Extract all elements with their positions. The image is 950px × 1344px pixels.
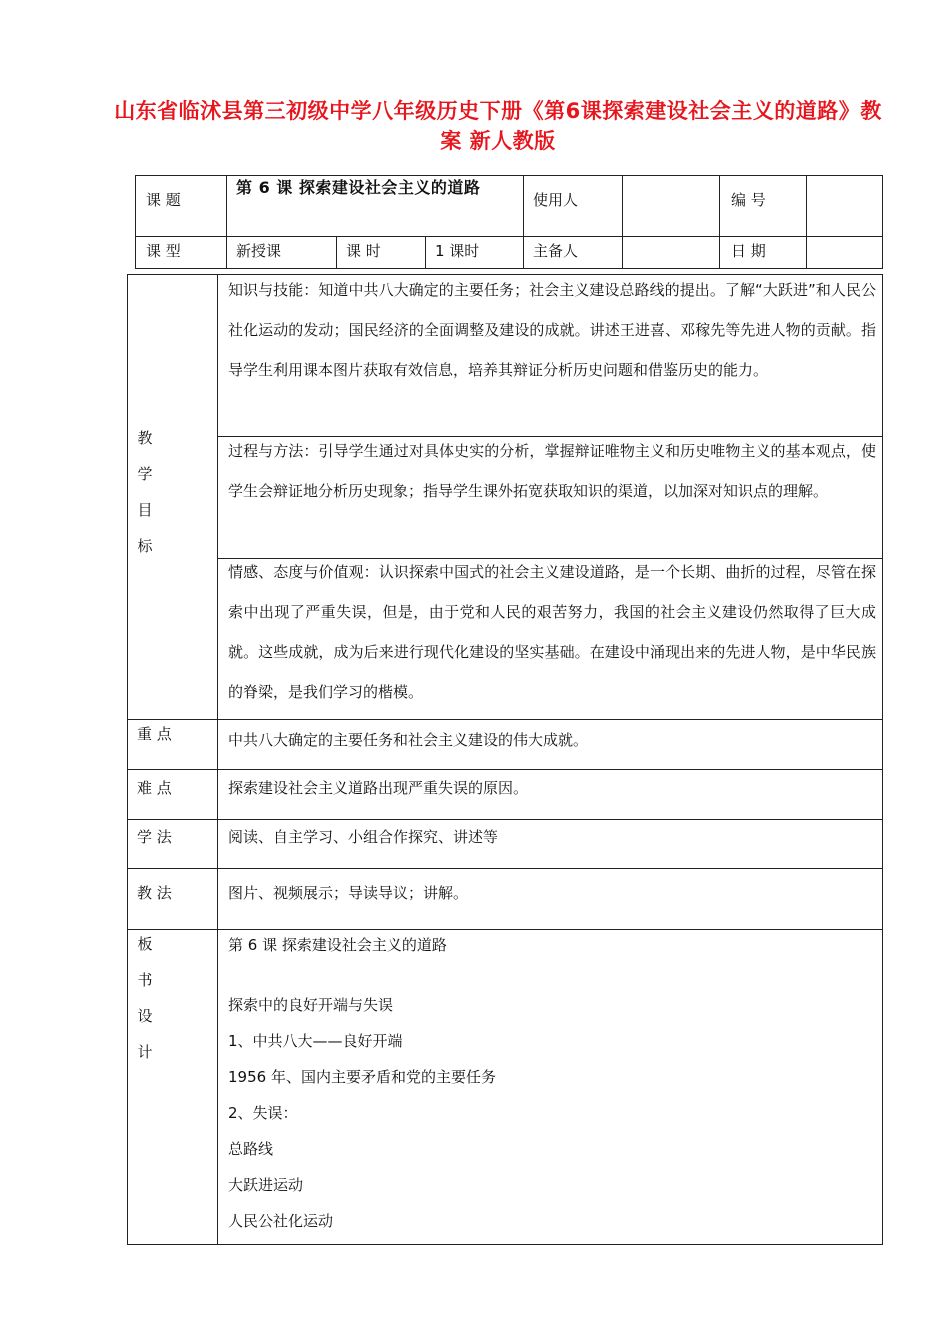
board-line: 1、中共八大——良好开端 (228, 1032, 403, 1050)
objectives-label-char: 目 (137, 501, 153, 519)
key-point-label: 重 点 (137, 725, 172, 743)
board-line: 2、失误： (228, 1104, 298, 1122)
learning-method-value: 阅读、自主学习、小组合作探究、讲述等 (228, 828, 499, 846)
objective-process: 过程与方法：引导学生通过对具体史实的分析，掌握辩证唯物主义和历史唯物主义的基本观点，使学生会辩证地分析历史现象；指导学生课外拓宽获取知识的渠道，以加深对知识点的理解。 (228, 442, 876, 500)
board-line: 探索中的良好开端与失误 (228, 996, 394, 1014)
board-line: 总路线 (228, 1140, 274, 1158)
teaching-method-label: 教 法 (137, 884, 172, 902)
difficulty-label: 难 点 (137, 779, 172, 797)
number-label: 编 号 (731, 191, 766, 209)
learning-method-label: 学 法 (137, 828, 172, 846)
objectives-label-char: 学 (137, 465, 153, 483)
hours-label: 课 时 (346, 242, 381, 260)
user-label: 使用人 (533, 191, 579, 209)
objectives-label-char: 教 (137, 429, 153, 447)
objectives-label-char: 标 (137, 537, 153, 555)
preparer-label: 主备人 (533, 242, 579, 260)
board-line: 大跃进运动 (228, 1176, 304, 1194)
board-line: 人民公社化运动 (228, 1212, 334, 1230)
difficulty-value: 探索建设社会主义道路出现严重失误的原因。 (228, 779, 529, 797)
type-value: 新授课 (236, 242, 282, 260)
document-title: 山东省临沭县第三初级中学八年级历史下册《第6课探索建设社会主义的道路》教案 新人教版 (114, 99, 882, 153)
objective-knowledge: 知识与技能：知道中共八大确定的主要任务；社会主义建设总路线的提出。了解“大跃进”和人民公社化运动的发动；国民经济的全面调整及建设的成就。讲述王进喜、邓稼先等先进人物的贡献。指导学生利用课本图片获取有效信息，培养其辩证分析历史问题和借鉴历史的能力。 (228, 281, 876, 379)
topic-value: 第 6 课 探索建设社会主义的道路 (236, 178, 481, 197)
topic-label: 课 题 (146, 191, 181, 209)
key-point-value: 中共八大确定的主要任务和社会主义建设的伟大成就。 (228, 731, 589, 749)
board-label-char: 书 (137, 971, 153, 989)
date-label: 日 期 (731, 242, 766, 260)
board-label-char: 计 (137, 1043, 153, 1061)
board-label-char: 设 (137, 1007, 153, 1025)
board-line: 1956 年、国内主要矛盾和党的主要任务 (228, 1068, 496, 1086)
board-label-char: 板 (137, 935, 153, 953)
teaching-method-value: 图片、视频展示；导读导议；讲解。 (228, 884, 469, 902)
objective-emotion: 情感、态度与价值观：认识探索中国式的社会主义建设道路，是一个长期、曲折的过程，尽管在探索中出现了严重失误，但是，由于党和人民的艰苦努力，我国的社会主义建设仍然取得了巨大成就。这些成就，成为后来进行现代化建设的坚实基础。在建设中涌现出来的先进人物，是中华民族的脊梁，是我们学习的楷模。 (228, 563, 876, 701)
board-line: 第 6 课 探索建设社会主义的道路 (228, 936, 447, 954)
type-label: 课 型 (146, 242, 181, 260)
hours-value: 1 课时 (435, 242, 480, 260)
